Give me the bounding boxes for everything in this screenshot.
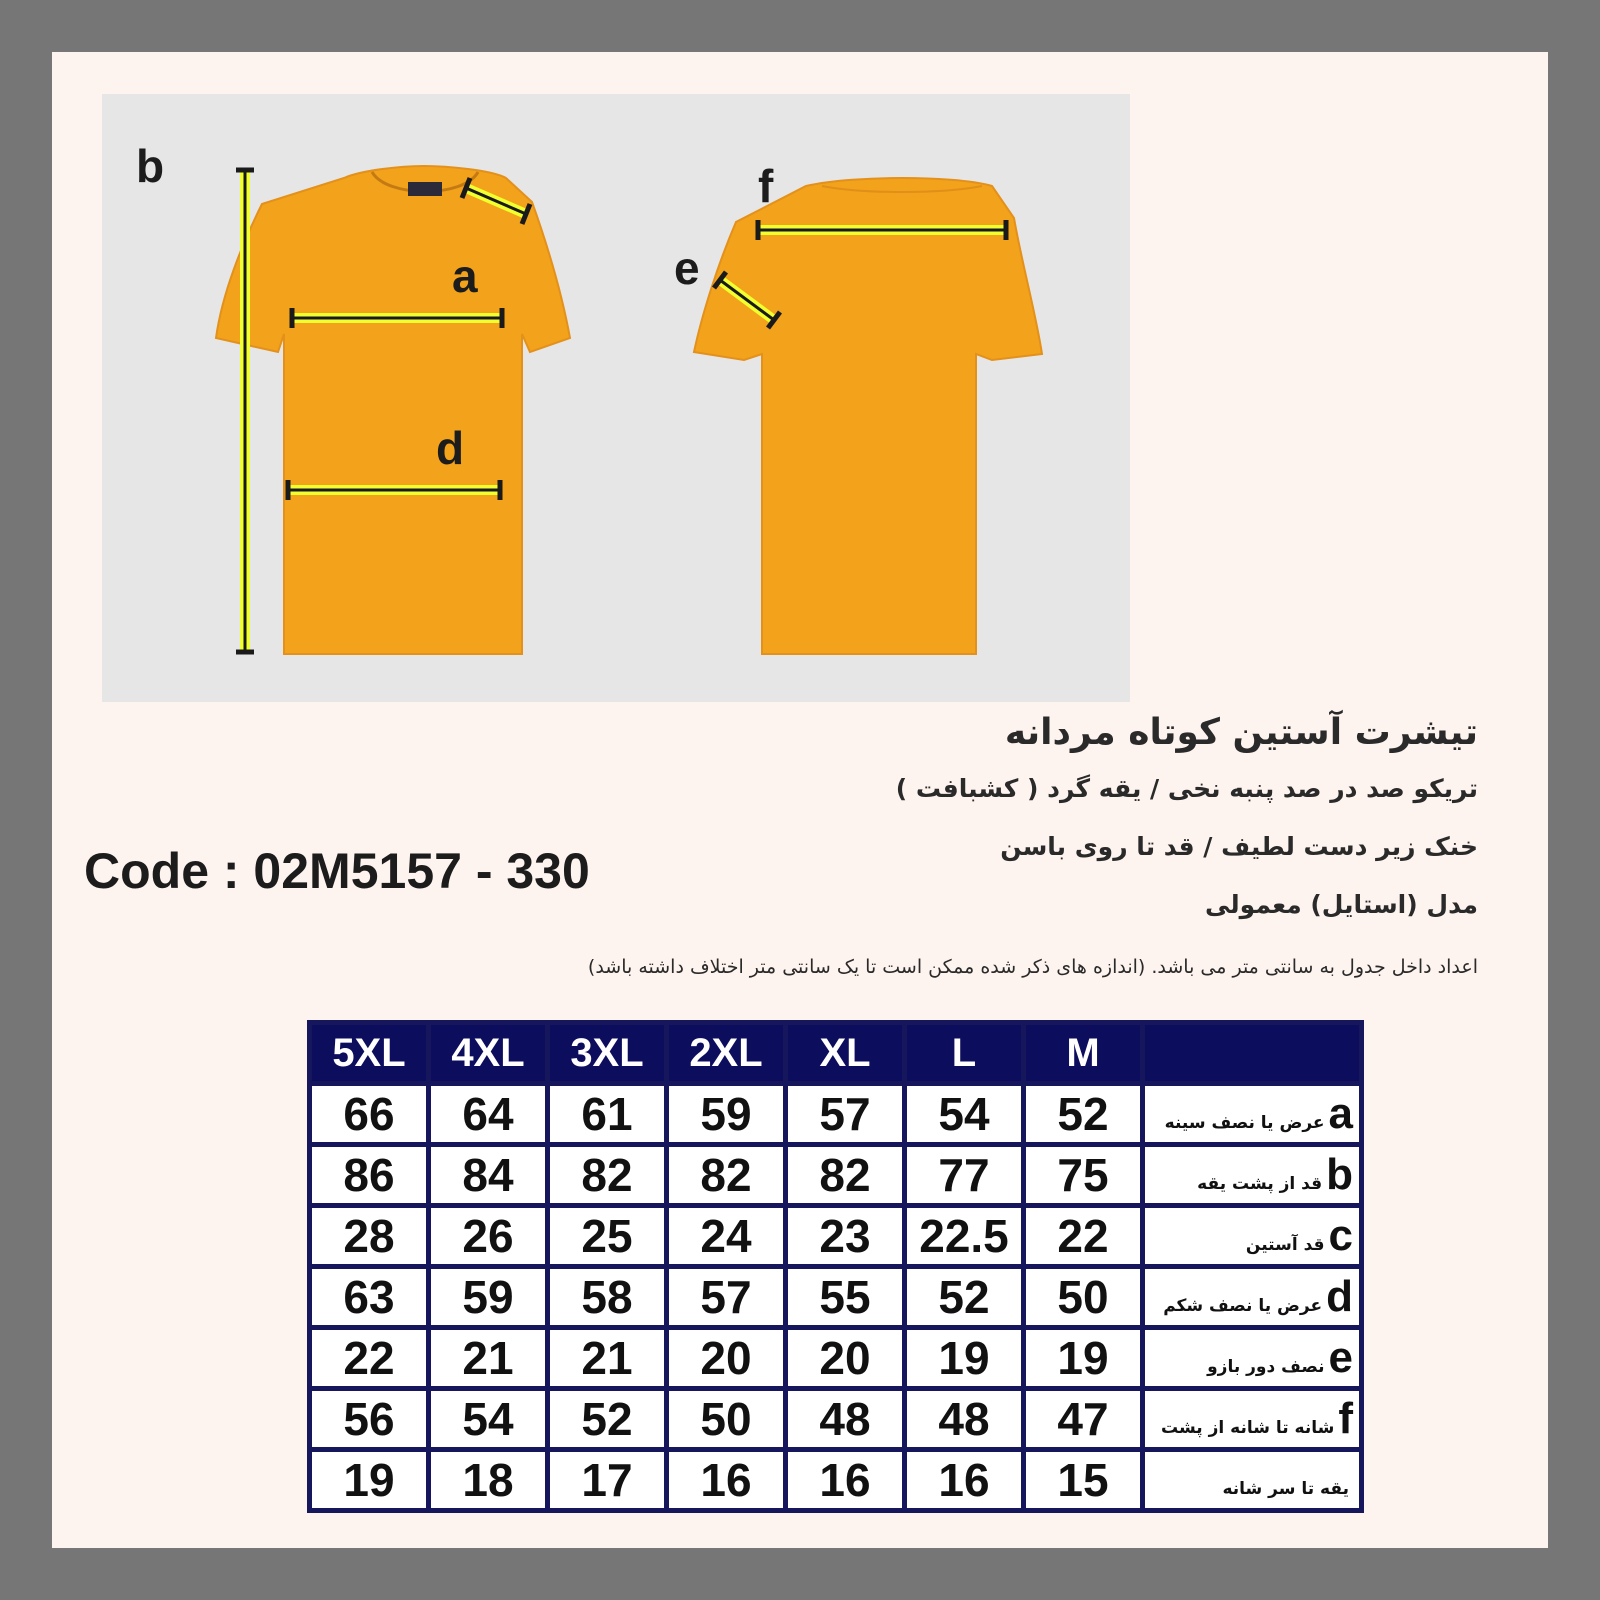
table-cell: 63: [312, 1269, 426, 1325]
table-cell: 48: [788, 1391, 902, 1447]
row-label: قد آستین: [1245, 1235, 1325, 1255]
table-cell: 59: [431, 1269, 545, 1325]
table-cell: 50: [1026, 1269, 1140, 1325]
table-cell: 64: [431, 1086, 545, 1142]
row-letter: d: [1326, 1272, 1353, 1321]
tshirt-measurement-diagram: [102, 94, 1130, 702]
table-row: [312, 1452, 1359, 1508]
table-cell: 59: [669, 1086, 783, 1142]
size-header: M: [1026, 1025, 1140, 1081]
label-f: f: [758, 160, 774, 212]
table-row: [312, 1330, 1359, 1386]
row-label-cell: [1145, 1147, 1359, 1203]
table-row: [312, 1086, 1359, 1142]
row-label-cell: [1145, 1208, 1359, 1264]
label-d: d: [436, 422, 465, 474]
spec-feel-length: خنک زیر دست لطیف / قد تا روی باسن: [1000, 832, 1478, 861]
table-cell: 82: [669, 1147, 783, 1203]
table-row: [312, 1391, 1359, 1447]
label-e: e: [674, 242, 700, 294]
tshirt-diagram-svg: [102, 94, 1130, 702]
table-cell: 58: [550, 1269, 664, 1325]
table-cell: 21: [550, 1330, 664, 1386]
row-label: شانه تا شانه از پشت: [1161, 1418, 1335, 1438]
table-cell: 55: [788, 1269, 902, 1325]
table-cell: 57: [788, 1086, 902, 1142]
table-cell: 82: [550, 1147, 664, 1203]
size-header: 4XL: [431, 1025, 545, 1081]
row-label-cell: [1145, 1391, 1359, 1447]
spec-fabric: تریکو صد در صد پنبه نخی / یقه گرد ( کشبافت ): [895, 774, 1478, 803]
table-cell: 15: [1026, 1452, 1140, 1508]
row-label: عرض یا نصف شکم: [1163, 1296, 1323, 1316]
table-cell: 54: [431, 1391, 545, 1447]
table-cell: 52: [1026, 1086, 1140, 1142]
table-cell: 52: [550, 1391, 664, 1447]
size-table: [307, 1020, 1364, 1513]
table-cell: 23: [788, 1208, 902, 1264]
row-label: نصف دور بازو: [1207, 1357, 1325, 1377]
table-cell: 20: [669, 1330, 783, 1386]
table-cell: 84: [431, 1147, 545, 1203]
table-cell: 18: [431, 1452, 545, 1508]
row-label: یقه تا سر شانه: [1222, 1479, 1349, 1499]
row-letter: b: [1326, 1150, 1353, 1199]
table-cell: 25: [550, 1208, 664, 1264]
brand-label-icon: [408, 182, 442, 196]
row-letter: c: [1328, 1211, 1353, 1260]
row-letter: f: [1338, 1394, 1353, 1443]
row-letter: e: [1328, 1333, 1353, 1382]
table-cell: 17: [550, 1452, 664, 1508]
size-chart-sheet: [52, 52, 1548, 1548]
size-header: 5XL: [312, 1025, 426, 1081]
row-label-cell: [1145, 1330, 1359, 1386]
table-cell: 54: [907, 1086, 1021, 1142]
row-label-cell: [1145, 1452, 1359, 1508]
table-cell: 52: [907, 1269, 1021, 1325]
size-header: XL: [788, 1025, 902, 1081]
table-corner: [1145, 1025, 1359, 1081]
product-title: تیشرت آستین کوتاه مردانه: [1004, 712, 1478, 753]
table-cell: 16: [669, 1452, 783, 1508]
table-cell: 61: [550, 1086, 664, 1142]
table-cell: 19: [1026, 1330, 1140, 1386]
table-cell: 56: [312, 1391, 426, 1447]
table-row: [312, 1147, 1359, 1203]
table-cell: 16: [907, 1452, 1021, 1508]
label-b: b: [136, 140, 165, 192]
table-cell: 47: [1026, 1391, 1140, 1447]
table-cell: 57: [669, 1269, 783, 1325]
table-cell: 75: [1026, 1147, 1140, 1203]
row-label: عرض یا نصف سینه: [1164, 1113, 1325, 1133]
table-row: [312, 1208, 1359, 1264]
back-tshirt-shape: [694, 178, 1042, 654]
table-cell: 24: [669, 1208, 783, 1264]
table-cell: 22: [312, 1330, 426, 1386]
table-cell: 16: [788, 1452, 902, 1508]
table-cell: 21: [431, 1330, 545, 1386]
table-cell: 86: [312, 1147, 426, 1203]
row-letter: a: [1328, 1089, 1353, 1138]
table-cell: 19: [312, 1452, 426, 1508]
size-header-row: [312, 1025, 1359, 1081]
table-cell: 26: [431, 1208, 545, 1264]
table-cell: 20: [788, 1330, 902, 1386]
measurement-note: اعداد داخل جدول به سانتی متر می باشد. (اندازه های ذکر شده ممکن است تا یک سانتی متر اختلاف داشته باشد): [587, 956, 1478, 978]
row-label: قد از پشت یقه: [1197, 1174, 1323, 1194]
size-header: 2XL: [669, 1025, 783, 1081]
row-label-cell: [1145, 1269, 1359, 1325]
size-header: 3XL: [550, 1025, 664, 1081]
spec-style: مدل (استایل) معمولی: [1204, 890, 1478, 919]
table-cell: 48: [907, 1391, 1021, 1447]
front-tshirt-shape: [216, 166, 570, 654]
size-header: L: [907, 1025, 1021, 1081]
table-cell: 82: [788, 1147, 902, 1203]
table-cell: 66: [312, 1086, 426, 1142]
table-cell: 77: [907, 1147, 1021, 1203]
row-label-cell: [1145, 1086, 1359, 1142]
table-cell: 50: [669, 1391, 783, 1447]
table-cell: 22.5: [907, 1208, 1021, 1264]
table-row: [312, 1269, 1359, 1325]
product-code: Code : 02M5157 - 330: [84, 843, 590, 899]
table-cell: 19: [907, 1330, 1021, 1386]
table-cell: 28: [312, 1208, 426, 1264]
label-a: a: [452, 250, 478, 302]
table-cell: 22: [1026, 1208, 1140, 1264]
